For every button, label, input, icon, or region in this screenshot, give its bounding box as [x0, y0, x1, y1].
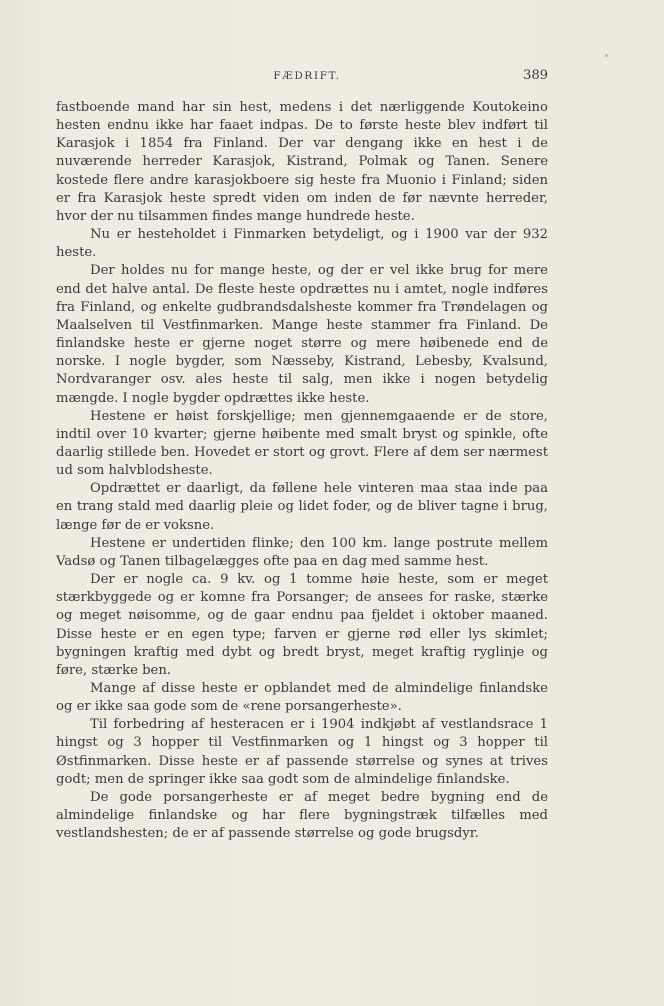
running-title: FÆDRIFT.	[273, 70, 341, 82]
body-text	[56, 99, 548, 843]
paragraph: Mange af disse heste er opblandet med de almindelige finlandske og er ikke saa gode som de «rene porsangerheste».	[56, 681, 548, 715]
paragraph: fastboende mand har sin hest, medens i det nærliggende Koutokeino hesten endnu ikke har faaet indpas. De to første heste blev indført til Karasjok i 1854 fra Finland. Der var dengang ikke en hest i de nuværende herreder Karasjok, Kistrand, Polmak og Tanen. Senere kostede flere andre karasjokboere sig heste fra Muonio i Finland; siden er fra Karasjok heste spredt viden om inden de før nævnte herreder, hvor der nu tilsammen findes mange hundrede heste.	[56, 100, 548, 224]
paragraph: Hestene er høist forskjellige; men gjennemgaaende er de store, indtil over 10 kvarter; gjerne høibente med smalt bryst og spinkle, ofte daarlig stillede ben. Hovedet er stort og grovt. Flere af dem ser nærmest ud som halvblodsheste.	[56, 408, 548, 479]
paper-speck	[605, 54, 608, 57]
paragraph: Der holdes nu for mange heste, og der er vel ikke brug for mere end det halve antal. De fleste heste opdrættes nu i amtet, nogle indføres fra Finland, og enkelte gudbrandsdalsheste kommer fra Trøndelagen og Maalselven til Vestfinmarken. Mange heste stammer fra Finland. De finlandske heste er gjerne noget større og mere høibenede end de norske. I nogle bygder, som Næsseby, Kistrand, Lebesby, Kvalsund, Nordvaranger osv. ales heste til salg, men ikke i nogen betydelig mængde. I nogle bygder opdrættes ikke heste.	[56, 263, 548, 406]
paragraph: Opdrættet er daarligt, da føllene hele vinteren maa staa inde paa en trang stald med daarlig pleie og lidet foder, og de bliver tagne i brug, længe før de er voksne.	[56, 481, 548, 533]
paragraph: De gode porsangerheste er af meget bedre bygning end de almindelige finlandske og har flere bygningstræk tilfælles med vestlandshesten; de er af passende størrelse og gode brugsdyr.	[56, 789, 548, 842]
paragraph: Der er nogle ca. 9 kv. og 1 tomme høie heste, som er meget stærkbyggede og er komne fra Porsanger; de ansees for raske, stærke og meget nøisomme, og de gaar endnu paa fjeldet i oktober maaned. Disse heste er en egen type; farven er gjerne rød eller lys skimlet; bygningen kraftig med dybt og bredt bryst, meget kraftig ryglinje og føre, stærke ben.	[56, 572, 548, 678]
running-header	[56, 68, 548, 88]
paragraph: Hestene er undertiden flinke; den 100 km. lange postrute mellem Vadsø og Tanen tilbagelægges ofte paa en dag med samme hest.	[56, 535, 548, 569]
paragraph: Til forbedring af hesteracen er i 1904 indkjøbt af vestlandsrace 1 hingst og 3 hopper til Vestfinmarken og 1 hingst og 3 hopper til Østfinmarken. Disse heste er af passende størrelse og synes at trives godt; men de springer ikke saa godt som de almindelige finlandske.	[56, 717, 548, 787]
page-number: 389	[523, 68, 548, 83]
paragraph: Nu er hesteholdet i Finmarken betydeligt, og i 1900 var der 932 heste.	[56, 227, 548, 261]
